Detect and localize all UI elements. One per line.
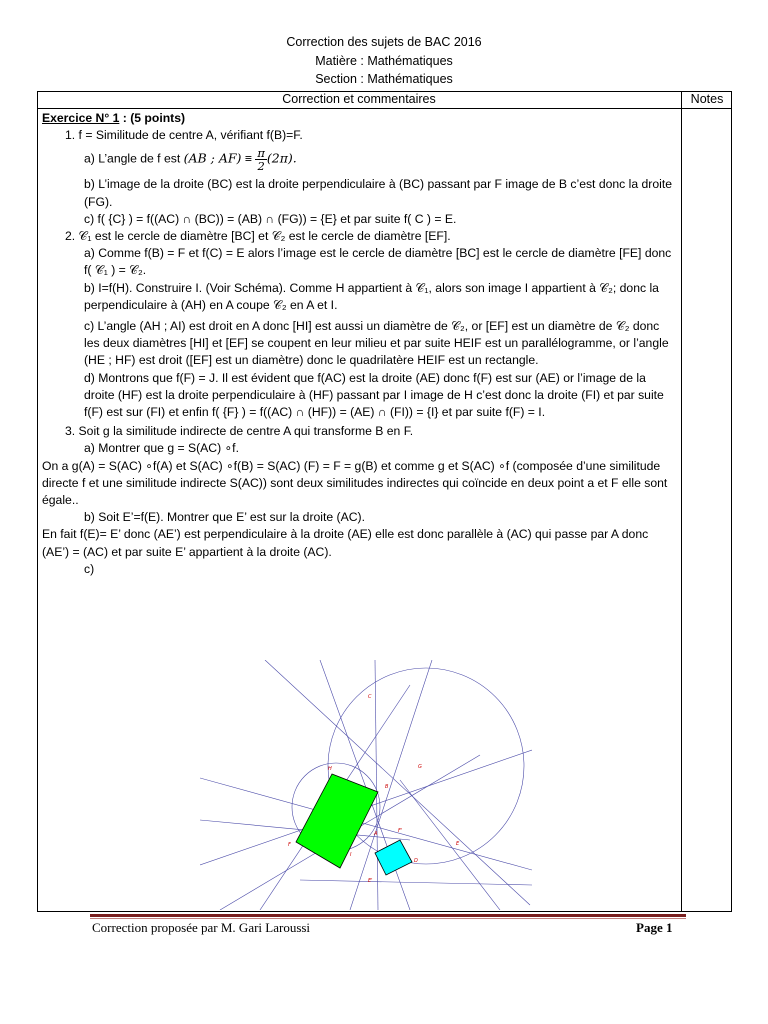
table-column-divider [681, 91, 682, 912]
label-f-prime: F' [398, 828, 403, 834]
label-e-prime: E' [368, 878, 373, 884]
label-a: A [374, 831, 378, 837]
exercise-title: Exercice N° 1 : (5 points) [42, 111, 186, 125]
label-g: G [418, 764, 422, 770]
table-header-divider [37, 108, 732, 109]
doc-subject: Matière : Mathématiques [315, 54, 453, 68]
question-3a-title: a) Montrer que g = S(AC) ∘f. [84, 441, 239, 456]
label-f: F [288, 842, 291, 848]
question-1: 1. f = Similitude de centre A, vérifiant f(B)=F. [65, 128, 303, 143]
question-2b: b) I=f(H). Construire I. (Voir Schéma). Comme H appartient à 𝒞₁, alors son image I appartient à 𝒞₂; donc la perpendiculaire à (AH) en A coupe 𝒞₂ en A et I. [84, 280, 659, 312]
question-3: 3. Soit g la similitude indirecte de centre A qui transforme B en F. [65, 424, 414, 439]
question-3b-body: En fait f(E)= E’ donc (AE’) est perpendiculaire à la droite (AE) elle est donc parallèle à (AC) qui passe par A donc (AE’) = (AC) et par suite E’ appartient à la droite (AC). [42, 527, 649, 559]
circle-c2 [328, 668, 524, 864]
footer-rule [90, 914, 686, 917]
label-d: D [414, 858, 418, 864]
label-i: I [350, 852, 352, 858]
footer-rule-thin [90, 918, 686, 919]
question-1b: b) L’image de la droite (BC) est la droite perpendiculaire à (BC) passant par F image de B c’est donc la droite (FG). [84, 177, 673, 209]
question-1a: a) L’angle de f est (AB ; AF) ≡ $\frac{\pi}{2}$ (2π). [84, 146, 297, 174]
table-header-notes: Notes [690, 92, 724, 106]
doc-section: Section : Mathématiques [315, 72, 453, 86]
pi-over-2: $\frac{\pi}{2}$ [257, 146, 265, 174]
question-2: 2. 𝒞₁ est le cercle de diamètre [BC] et 𝒞₂ est le cercle de diamètre [EF]. [65, 229, 451, 244]
label-b: B [385, 784, 389, 790]
angle-ab-af: (AB ; AF) [183, 151, 242, 167]
rectangle-image [375, 840, 412, 875]
rectangle-heif [296, 774, 378, 868]
line-5 [375, 660, 378, 910]
correction-content [42, 110, 678, 578]
question-2a: a) Comme f(B) = F et f(C) = E alors l’image est le cercle de diamètre [BC] est le cercle de diamètre [FE] donc f( 𝒞₁ ) = 𝒞₂. [84, 246, 672, 278]
question-3c: c) [84, 561, 95, 576]
doc-title: Correction des sujets de BAC 2016 [286, 35, 482, 49]
table-header-correction: Correction et commentaires [282, 92, 436, 106]
question-1c: c) f( {C} ) = f((AC) ∩ (BC)) = (AB) ∩ (FG)) = {E} et par suite f( C ) = E. [84, 211, 457, 226]
construction-lines [200, 660, 532, 910]
label-c: C [368, 694, 372, 700]
label-e: E [456, 841, 460, 847]
question-2c: c) L’angle (AH ; AI) est droit en A donc [HI] est aussi un diamètre de 𝒞₂, or [EF] est un diamètre de 𝒞₂ donc les deux diamètres [HI] et [EF] se coupent en leur milieu et par suite HEIF est un parallélogramme, or l’angle (HE ; HF) est droit ([EF] est un diamètre) donc le quadrilatère HEIF est un rectangle. [84, 319, 669, 368]
label-h: H [328, 766, 332, 772]
question-2d: d) Montrons que f(F) = J. Il est évident que f(AC) est la droite (AE) donc f(F) est sur (AE) or l’image de la droite (HF) est la droite perpendiculaire à (HF) passant par I image de H c’est donc la droite (FI) et par suite f(F) est sur (FI) et enfin f( {F} ) = f((AC) ∩ (HF)) = (AE) ∩ (FI)) = {I} et par suite f(F) = I. [84, 370, 664, 420]
line-10 [400, 780, 500, 910]
geometry-figure [200, 660, 532, 910]
footer-page-number: Page 1 [636, 920, 673, 935]
question-3b-title: b) Soit E’=f(E). Montrer que E’ est sur la droite (AC). [84, 510, 365, 525]
footer-author: Correction proposée par M. Gari Laroussi [92, 920, 311, 935]
line-9 [300, 880, 532, 885]
question-3a-body: On a g(A) = S(AC) ∘f(A) et S(AC) ∘f(B) = S(AC) (F) = F = g(B) et comme g et S(AC) ∘f (composée d’une similitude directe f et une similitude indirecte S(AC)) sont deux similitudes indirectes qui coïncide en deux point a et F elle sont égale.. [42, 458, 668, 508]
